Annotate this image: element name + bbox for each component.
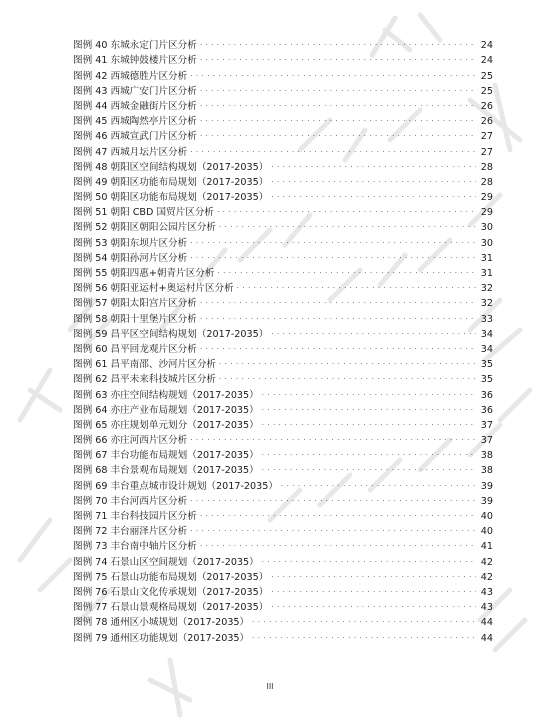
toc-entry[interactable] — [73, 51, 493, 66]
toc-entry-label: 图例 44 西城金融街片区分析 — [73, 100, 197, 112]
dot-leader — [217, 208, 476, 216]
toc-entry-label: 图例 77 石景山景观格局规划（2017-2035） — [73, 602, 269, 614]
toc-entry-page: 32 — [480, 283, 493, 295]
dot-leader — [219, 223, 476, 231]
toc-entry-page: 33 — [480, 313, 493, 325]
toc-entry-label: 图例 60 昌平回龙观片区分析 — [73, 343, 197, 355]
toc-entry[interactable] — [73, 325, 493, 340]
toc-entry[interactable] — [73, 112, 493, 127]
toc-entry-label: 图例 65 亦庄规划单元划分（2017-2035） — [73, 419, 259, 431]
toc-entry-page: 34 — [480, 343, 493, 355]
dot-leader — [271, 573, 476, 581]
toc-entry[interactable] — [73, 249, 493, 264]
toc-entry-page: 39 — [480, 480, 493, 492]
toc-entry-page: 44 — [480, 632, 493, 644]
dot-leader — [271, 588, 476, 596]
toc-entry-page: 38 — [480, 450, 493, 462]
toc-entry-label: 图例 49 朝阳区功能布局规划（2017-2035） — [73, 176, 269, 188]
toc-entry-page: 37 — [480, 435, 493, 447]
dot-leader — [200, 87, 476, 95]
toc-entry-label: 图例 69 丰台重点城市设计规划（2017-2035） — [73, 480, 278, 492]
toc-entry[interactable] — [73, 97, 493, 112]
dot-leader — [271, 193, 476, 201]
toc-entry-label: 图例 51 朝阳 CBD 国贸片区分析 — [73, 207, 215, 219]
dot-leader — [262, 466, 476, 474]
toc-entry[interactable] — [73, 446, 493, 461]
toc-entry-page: 28 — [480, 161, 493, 173]
toc-entry-label: 图例 76 石景山文化传承规划（2017-2035） — [73, 586, 269, 598]
toc-entry-label: 图例 79 通州区功能规划（2017-2035） — [73, 632, 250, 644]
toc-entry-label: 图例 53 朝阳东坝片区分析 — [73, 237, 188, 249]
dot-leader — [217, 269, 476, 277]
table-of-figures — [73, 36, 493, 644]
dot-leader — [200, 345, 476, 353]
dot-leader — [200, 299, 476, 307]
toc-entry-page: 30 — [480, 237, 493, 249]
toc-entry-page: 24 — [480, 55, 493, 67]
dot-leader — [262, 421, 476, 429]
toc-entry[interactable] — [73, 66, 493, 81]
toc-entry-label: 图例 43 西城广安门片区分析 — [73, 85, 197, 97]
toc-entry-label: 图例 73 丰台南中轴片区分析 — [73, 541, 197, 553]
dot-leader — [252, 618, 476, 626]
dot-leader — [200, 132, 476, 140]
toc-entry-page: 29 — [480, 192, 493, 204]
toc-entry[interactable] — [73, 537, 493, 552]
dot-leader — [200, 41, 476, 49]
toc-entry-label: 图例 52 朝阳区朝阳公园片区分析 — [73, 222, 217, 234]
toc-entry-label: 图例 68 丰台景观布局规划（2017-2035） — [73, 465, 259, 477]
toc-entry-label: 图例 54 朝阳孙河片区分析 — [73, 252, 188, 264]
toc-entry-label: 图例 59 昌平区空间结构规划（2017-2035） — [73, 328, 269, 340]
dot-leader — [219, 375, 476, 383]
toc-entry-label: 图例 47 西城月坛片区分析 — [73, 146, 188, 158]
dot-leader — [252, 634, 476, 642]
toc-entry-label: 图例 46 西城宣武门片区分析 — [73, 131, 197, 143]
toc-entry[interactable] — [73, 158, 493, 173]
toc-entry[interactable] — [73, 340, 493, 355]
toc-entry-page: 37 — [480, 419, 493, 431]
toc-entry-label: 图例 74 石景山区空间规划（2017-2035） — [73, 556, 259, 568]
dot-leader — [190, 436, 476, 444]
toc-entry-label: 图例 71 丰台科技园片区分析 — [73, 511, 197, 522]
toc-entry-page: 25 — [480, 70, 493, 82]
toc-entry-page: 43 — [480, 586, 493, 598]
toc-entry[interactable] — [73, 309, 493, 324]
toc-entry-page: 41 — [480, 541, 493, 553]
toc-entry[interactable] — [73, 188, 493, 203]
toc-entry[interactable] — [73, 264, 493, 279]
toc-entry[interactable] — [73, 142, 493, 157]
toc-entry-page: 35 — [480, 359, 493, 371]
dot-leader — [271, 178, 476, 186]
dot-leader — [262, 391, 476, 399]
dot-leader — [200, 542, 476, 550]
dot-leader — [271, 603, 476, 611]
toc-entry-label: 图例 50 朝阳区功能布局规划（2017-2035） — [73, 192, 269, 204]
toc-entry-label: 图例 78 通州区小城规划（2017-2035） — [73, 617, 250, 629]
toc-entry-page: 27 — [480, 146, 493, 158]
dot-leader — [190, 239, 476, 247]
toc-entry-label: 图例 63 亦庄空间结构规划（2017-2035） — [73, 389, 259, 401]
toc-entry[interactable] — [73, 507, 493, 522]
dot-leader — [200, 315, 476, 323]
toc-entry[interactable] — [73, 568, 493, 583]
toc-entry-page: 38 — [480, 465, 493, 477]
toc-entry[interactable] — [73, 385, 493, 400]
toc-entry[interactable] — [73, 461, 493, 476]
toc-entry-page: 27 — [480, 131, 493, 143]
toc-entry-page: 35 — [480, 374, 493, 386]
toc-entry[interactable] — [73, 476, 493, 491]
toc-entry-page: 24 — [480, 40, 493, 52]
toc-entry-page: 40 — [480, 511, 493, 522]
toc-entry-page: 32 — [480, 298, 493, 310]
toc-entry[interactable] — [73, 36, 493, 51]
dot-leader — [262, 406, 476, 414]
toc-entry-page: 39 — [480, 495, 493, 507]
toc-entry[interactable] — [73, 628, 493, 643]
toc-entry-page: 43 — [480, 602, 493, 614]
dot-leader — [200, 117, 476, 125]
dot-leader — [237, 284, 476, 292]
toc-entry-page: 40 — [480, 526, 493, 538]
toc-entry-page: 28 — [480, 176, 493, 188]
toc-entry[interactable] — [73, 82, 493, 97]
dot-leader — [271, 330, 476, 338]
toc-entry-page: 26 — [480, 116, 493, 128]
toc-entry-label: 图例 66 亦庄河西片区分析 — [73, 435, 188, 447]
dot-leader — [200, 56, 476, 64]
toc-entry-label: 图例 72 丰台丽泽片区分析 — [73, 526, 188, 538]
toc-entry-page: 25 — [480, 85, 493, 97]
toc-entry[interactable] — [73, 279, 493, 294]
toc-entry-page: 42 — [480, 556, 493, 568]
toc-entry[interactable] — [73, 583, 493, 598]
toc-entry-label: 图例 40 东城永定门片区分析 — [73, 40, 197, 52]
toc-entry-page: 30 — [480, 222, 493, 234]
toc-entry-page: 36 — [480, 389, 493, 401]
toc-entry-label: 图例 45 西城陶然亭片区分析 — [73, 116, 197, 128]
toc-entry-page: 29 — [480, 207, 493, 219]
toc-entry-page: 26 — [480, 100, 493, 112]
toc-entry-label: 图例 61 昌平南邵、沙河片区分析 — [73, 359, 217, 371]
dot-leader — [200, 512, 476, 520]
toc-entry-page: 44 — [480, 617, 493, 629]
toc-entry-page: 36 — [480, 404, 493, 416]
toc-entry[interactable] — [73, 522, 493, 537]
toc-entry-label: 图例 75 石景山功能布局规划（2017-2035） — [73, 571, 269, 583]
toc-entry-label: 图例 56 朝阳亚运村+奥运村片区分析 — [73, 283, 234, 295]
toc-entry-page: 31 — [480, 268, 493, 279]
toc-entry[interactable] — [73, 492, 493, 507]
toc-entry[interactable] — [73, 613, 493, 628]
toc-entry-label: 图例 58 朝阳十里堡片区分析 — [73, 313, 197, 325]
dot-leader — [271, 163, 476, 171]
toc-entry[interactable] — [73, 370, 493, 385]
dot-leader — [281, 482, 476, 490]
dot-leader — [190, 527, 476, 535]
toc-entry-label: 图例 55 朝阳四惠+朝青片区分析 — [73, 268, 215, 279]
toc-entry-label: 图例 57 朝阳太阳宫片区分析 — [73, 298, 197, 310]
dot-leader — [190, 497, 476, 505]
toc-entry-page: 42 — [480, 571, 493, 583]
toc-entry[interactable] — [73, 218, 493, 233]
toc-entry-label: 图例 48 朝阳区空间结构规划（2017-2035） — [73, 161, 269, 173]
toc-entry-label: 图例 62 昌平未来科技城片区分析 — [73, 374, 217, 386]
toc-entry[interactable] — [73, 552, 493, 567]
toc-entry[interactable] — [73, 233, 493, 248]
dot-leader — [190, 72, 476, 80]
dot-leader — [262, 558, 476, 566]
toc-entry[interactable] — [73, 127, 493, 142]
toc-entry[interactable] — [73, 416, 493, 431]
toc-entry[interactable] — [73, 355, 493, 370]
toc-entry-page: 31 — [480, 252, 493, 264]
dot-leader — [190, 254, 476, 262]
page-number: III — [266, 682, 274, 691]
toc-entry[interactable] — [73, 401, 493, 416]
toc-entry[interactable] — [73, 203, 493, 218]
toc-entry-label: 图例 64 亦庄产业布局规划（2017-2035） — [73, 404, 259, 416]
toc-entry-page: 34 — [480, 328, 493, 340]
toc-entry[interactable] — [73, 598, 493, 613]
toc-entry[interactable] — [73, 294, 493, 309]
toc-entry[interactable] — [73, 173, 493, 188]
dot-leader — [219, 360, 476, 368]
toc-entry[interactable] — [73, 431, 493, 446]
toc-entry-label: 图例 41 东城钟鼓楼片区分析 — [73, 55, 197, 67]
toc-entry-label: 图例 42 西城德胜片区分析 — [73, 70, 188, 82]
dot-leader — [200, 102, 476, 110]
dot-leader — [262, 451, 476, 459]
toc-entry-label: 图例 67 丰台功能布局规划（2017-2035） — [73, 450, 259, 462]
dot-leader — [190, 148, 476, 156]
toc-entry-label: 图例 70 丰台河西片区分析 — [73, 495, 188, 507]
